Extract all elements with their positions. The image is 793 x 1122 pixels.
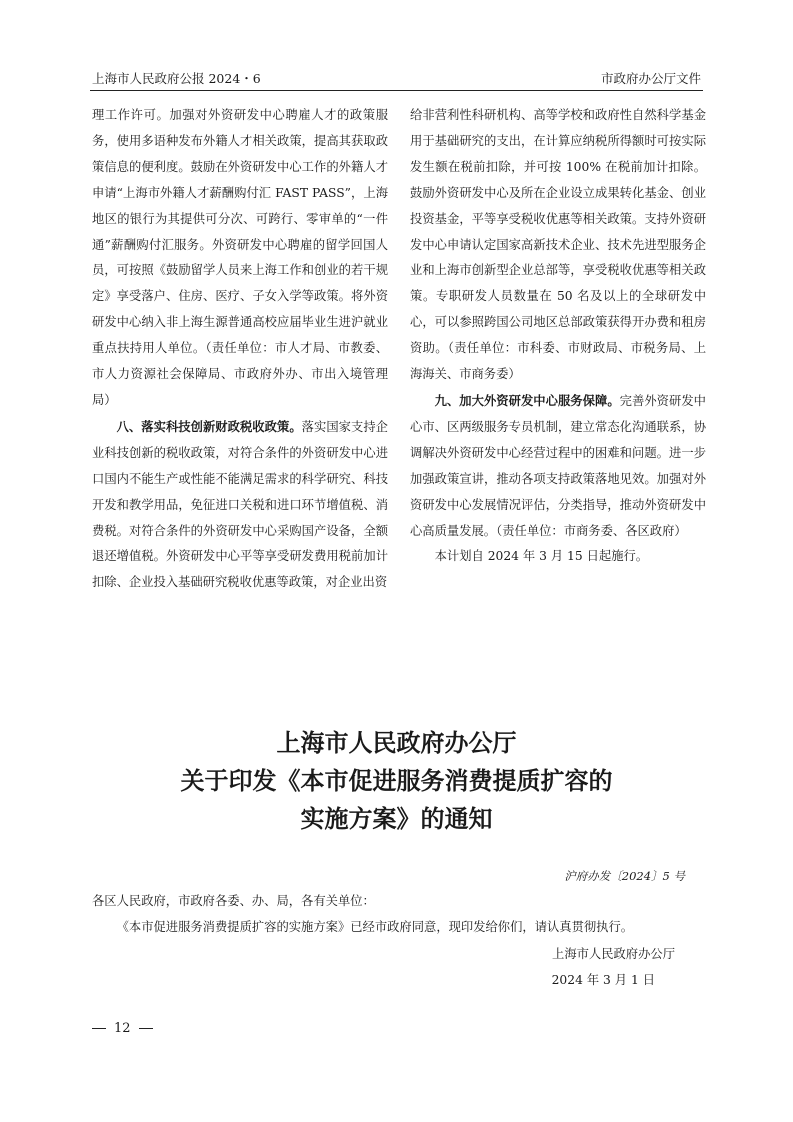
section-nine-body: 完善外资研发中心市、区两级服务专员机制，建立常态化沟通联系，协调解决外资研发中心经营过程中的困难和问题。进一步加强政策宣讲，推动各项支持政策落地见效。加强对外资研发中心发展情况评估，分类指导，推动外资研发中心高质量发展。（责任单位：市商务委、各区政府）: [410, 393, 706, 538]
left-text-column: [92, 103, 388, 596]
page-number: 12: [114, 1021, 131, 1036]
notice-title-line-2: 关于印发《本市促进服务消费提质扩容的: [180, 766, 613, 795]
signature-organization: 上海市人民政府办公厅: [552, 947, 675, 961]
notice-title-line-3: 实施方案》的通知: [300, 804, 493, 833]
running-header-right: 市政府办公厅文件: [600, 71, 701, 86]
dash-left: [92, 1028, 106, 1029]
notice-title-line-1: 上海市人民政府办公厅: [276, 728, 517, 757]
page-number-footer: [92, 1021, 153, 1036]
notice-title: [0, 724, 793, 838]
header-divider: [90, 90, 703, 91]
salutation: 各区人民政府，市政府各委、办、局，各有关单位：: [92, 894, 375, 908]
running-header-left: 上海市人民政府公报 2024・6: [92, 71, 261, 86]
section-eight-body: 落实国家支持企业科技创新的税收政策，对符合条件的外资研发中心进口国内不能生产或性能不能满足需求的科学研究、科技开发和教学用品，免征进口关税和进口环节增值税、消费税。对符合条件的外资研发中心采购国产设备，全额退还增值税。外资研发中心平等享受研发费用税前加计扣除、企业投入基础研究税收优惠等政策，对企业出资: [92, 419, 388, 590]
paragraph-section-eight: [92, 414, 388, 596]
section-eight-heading: 八、落实科技创新财政税收政策。: [116, 418, 302, 434]
document-number: 沪府办发〔2024〕5 号: [564, 869, 685, 883]
paragraph-continued: 理工作许可。加强对外资研发中心聘雇人才的政策服务，使用多语种发布外籍人才相关政策，提高其获取政策信息的便利度。鼓励在外资研发中心工作的外籍人才申请“上海市外籍人才薪酬购付汇 FAST PASS”，上海地区的银行为其提供可分次、可跨行、零审单的“一件通”薪酬购付汇服务。外资研发中心聘雇的留学回国人员，可按照《鼓励留学人员来上海工作和创业的若干规定》享受落户、住房、医疗、子女入学等政策。将外资研发中心纳入非上海生源普通高校应届毕业生进沪就业重点扶持用人单位。（责任单位：市人才局、市教委、市人力资源社会保障局、市政府外办、市出入境管理局）: [92, 108, 388, 407]
dash-right: [139, 1028, 153, 1029]
signature-date: 2024 年 3 月 1 日: [551, 973, 655, 987]
paragraph-section-nine: [410, 388, 706, 544]
paragraph-continued-right: 给非营利性科研机构、高等学校和政府性自然科学基金用于基础研究的支出，在计算应纳税所得额时可按实际发生额在税前扣除，并可按 100% 在税前加计扣除。鼓励外资研发中心及所在企业设立成果转化基金、创业投资基金，平等享受税收优惠等相关政策。支持外资研发中心申请认定国家高新技术企业、技术先进型服务企业和上海市创新型企业总部等，享受税收优惠等相关政策。专职研发人员数量在 50 名及以上的全球研发中心，可以参照跨国公司地区总部政策获得开办费和租房资助。（责任单位：市科委、市财政局、市税务局、上海海关、市商务委）: [410, 108, 706, 382]
section-nine-heading: 九、加大外资研发中心服务保障。: [434, 392, 620, 408]
effective-date-paragraph: 本计划自 2024 年 3 月 15 日起施行。: [434, 549, 649, 564]
notice-body: 《本市促进服务消费提质扩容的实施方案》已经市政府同意，现印发给你们，请认真贯彻执行。: [116, 920, 634, 934]
right-text-column: [410, 103, 706, 570]
